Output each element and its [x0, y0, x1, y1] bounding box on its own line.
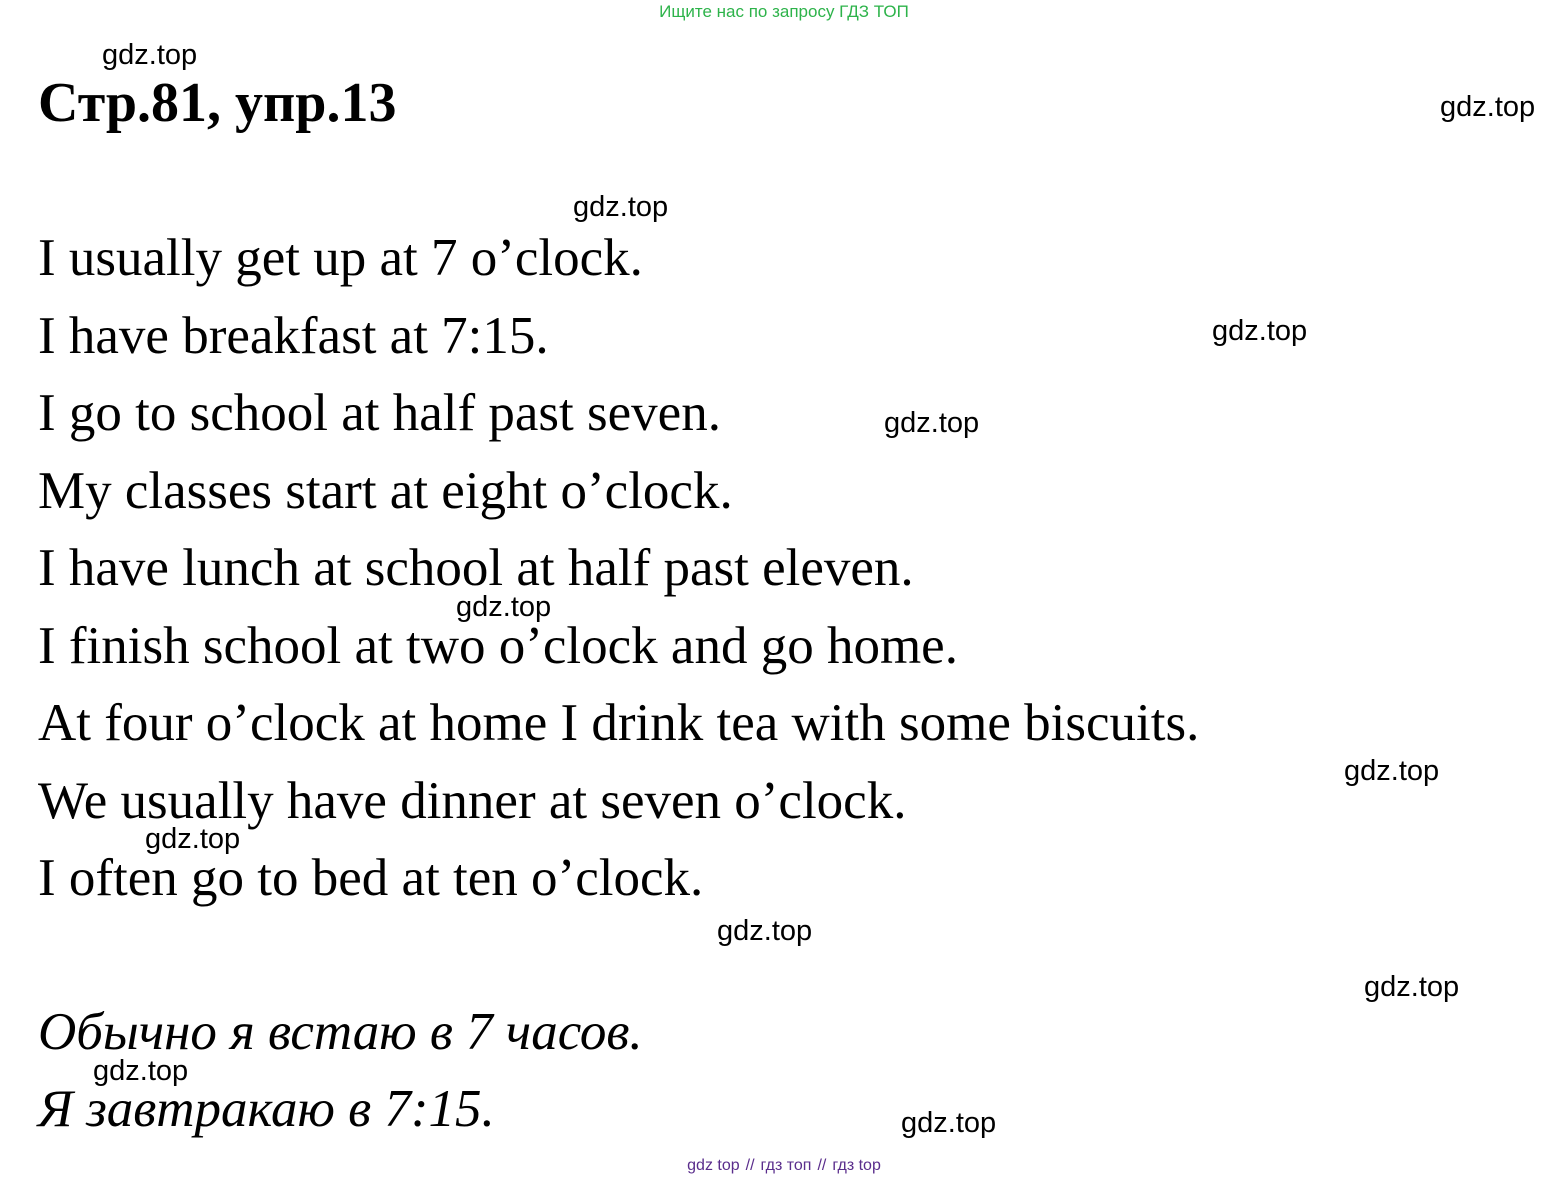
footer-separator: // [745, 1157, 755, 1174]
footer-link[interactable]: гдз топ [760, 1157, 812, 1174]
russian-line: Я завтракаю в 7:15. [38, 1080, 495, 1138]
watermark: gdz.top [884, 407, 980, 439]
footer-separator: // [817, 1157, 827, 1174]
watermark: gdz.top [1364, 971, 1460, 1003]
english-line: I usually get up at 7 o’clock. [38, 229, 643, 287]
watermark: gdz.top [901, 1107, 997, 1139]
english-line: At four o’clock at home I drink tea with some biscuits. [38, 694, 1200, 752]
footer-links [0, 1154, 1568, 1178]
english-line: I have breakfast at 7:15. [38, 306, 549, 365]
watermark: gdz.top [456, 591, 552, 623]
watermark: gdz.top [1440, 91, 1536, 123]
footer-link[interactable]: гдз top [832, 1157, 881, 1174]
watermark: gdz.top [717, 915, 813, 947]
english-line: I often go to bed at ten o’clock. [38, 849, 704, 907]
watermark: gdz.top [145, 823, 241, 855]
watermark: gdz.top [1212, 315, 1308, 347]
watermark: gdz.top [93, 1055, 189, 1087]
watermark: gdz.top [573, 191, 669, 223]
english-line: I have lunch at school at half past eleven. [38, 539, 914, 597]
top-banner[interactable]: Ищите нас по запросу ГДЗ ТОП [659, 2, 909, 21]
english-line: My classes start at eight o’clock. [38, 461, 733, 520]
footer-link[interactable]: gdz top [687, 1157, 740, 1174]
page-title: Стр.81, упр.13 [38, 72, 397, 134]
english-line: We usually have dinner at seven o’clock. [38, 771, 907, 830]
watermark: gdz.top [1344, 755, 1440, 787]
watermark: gdz.top [102, 39, 198, 71]
russian-line: Обычно я встаю в 7 часов. [38, 1003, 643, 1061]
english-answer-list [38, 220, 1199, 918]
english-line: I finish school at two o’clock and go home. [38, 616, 958, 675]
english-line: I go to school at half past seven. [38, 384, 721, 442]
